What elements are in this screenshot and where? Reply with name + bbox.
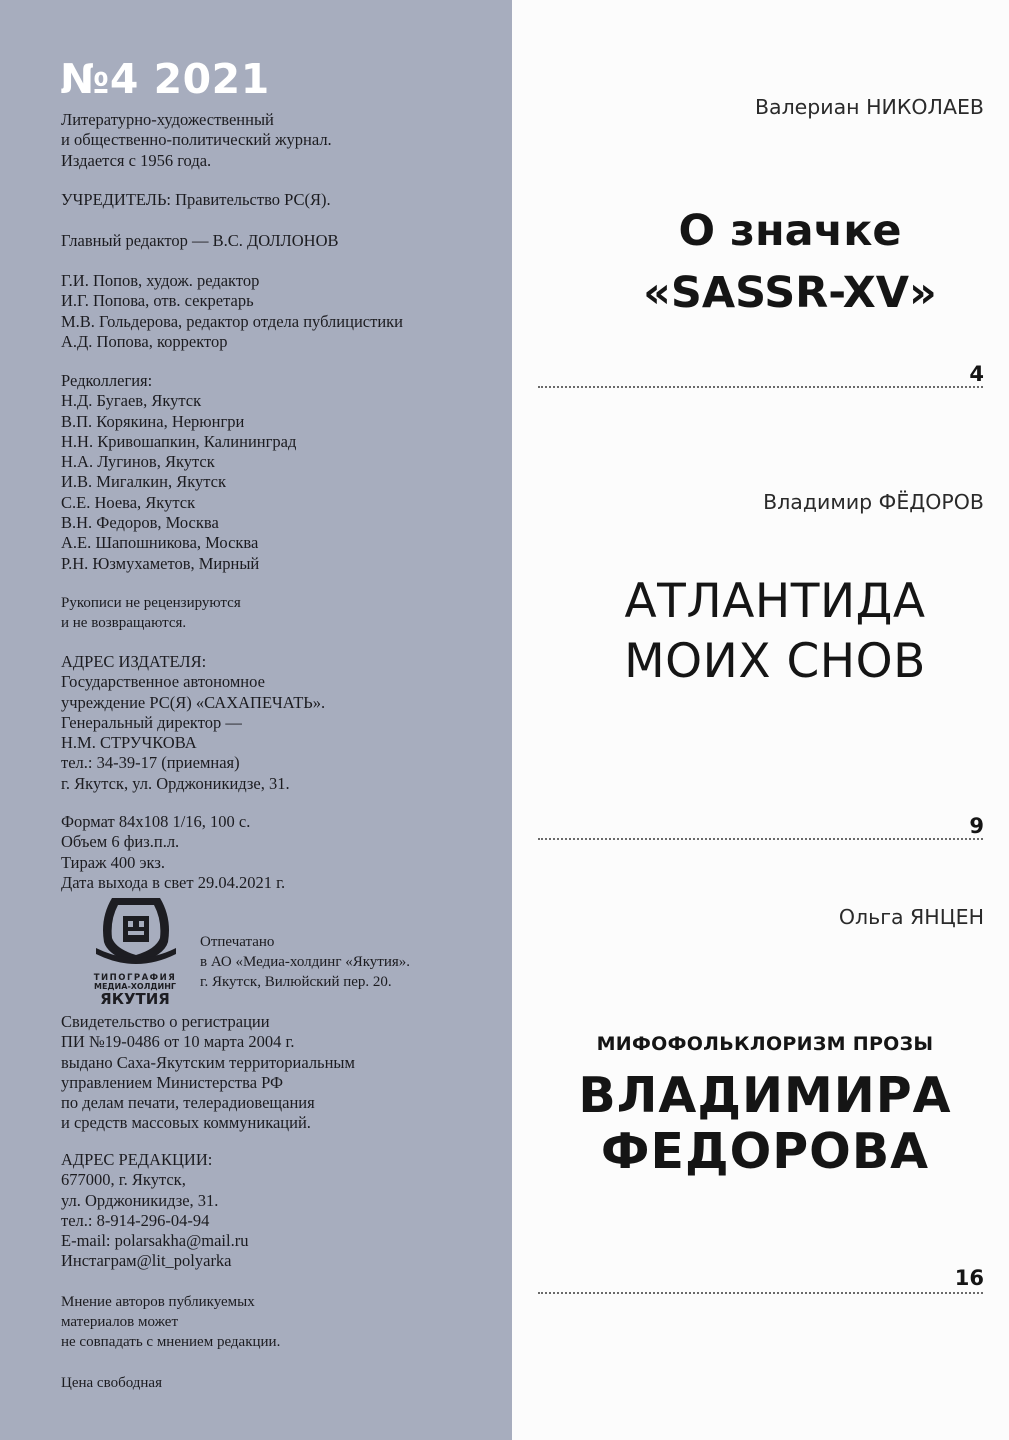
registration-certificate: Свидетельство о регистрации ПИ №19-0486 от 10 марта 2004 г. выдано Саха-Якутским территориальным управлением Министерства РФ по делам печати, телерадиовещания и средств массовых коммуникаций. — [61, 1012, 355, 1133]
contents-page-3[interactable]: 16 — [954, 1266, 984, 1290]
issue-title: №4 2021 — [60, 55, 270, 103]
dotted-leader-3 — [538, 1292, 983, 1294]
contents-title-2[interactable]: АТЛАНТИДА МОИХ СНОВ — [624, 574, 926, 689]
contents-title-3[interactable]: ВЛАДИМИРА ФЕДОРОВА — [578, 1067, 952, 1180]
printing-house-emblem-icon — [76, 892, 194, 1007]
chief-editor-line: Главный редактор — В.С. ДОЛЛОНОВ — [61, 231, 339, 250]
disclaimer-note: Мнение авторов публикуемых материалов может не совпадать с мнением редакции. — [61, 1294, 281, 1350]
publisher-address: АДРЕС ИЗДАТЕЛЯ: Государственное автономное учреждение РС(Я) «САХАПЕЧАТЬ». Генеральный директор — Н.М. СТРУЧКОВА тел.: 34-39-17 (приемная) г. Якутск, ул. Орджоникидзе, 31. — [61, 652, 326, 793]
contents-title-1[interactable]: О значке «SASSR-XV» — [643, 206, 937, 318]
format-details: Формат 84х108 1/16, 100 с. Объем 6 физ.п.л. Тираж 400 экз. Дата выхода в свет 29.04.2021 г. — [61, 812, 286, 892]
logo-line-3: ЯКУТИЯ — [100, 990, 170, 1007]
editorial-board-list: Редколлегия: Н.Д. Бугаев, Якутск В.П. Корякина, Нерюнгри Н.Н. Кривошапкин, Калининград Н.А. Лугинов, Якутск И.В. Мигалкин, Якутск С.Е. Ноева, Якутск В.Н. Федоров, Москва А.Е. Шапошникова, Москва Р.Н. Юзмухаметов, Мирный — [61, 371, 297, 573]
dotted-leader-2 — [538, 838, 983, 840]
contents-page-1[interactable]: 4 — [969, 362, 984, 386]
printed-by-note: Отпечатано в АО «Медиа-холдинг «Якутия». г. Якутск, Вилюйский пер. 20. — [200, 934, 411, 990]
contents-author-1: Валериан НИКОЛАЕВ — [754, 95, 984, 119]
contents-subtitle-3: МИФОФОЛЬКЛОРИЗМ ПРОЗЫ — [596, 1033, 934, 1055]
dotted-leader-1 — [538, 386, 983, 388]
contents-page-2[interactable]: 9 — [969, 814, 984, 838]
logo-line-2: МЕДИА-ХОЛДИНГ — [94, 982, 176, 991]
editorial-address: АДРЕС РЕДАКЦИИ: 677000, г. Якутск, ул. Орджоникидзе, 31. тел.: 8-914-296-04-94 E-mail: polarsakha@mail.ru Инстаграм@lit_polyarka — [61, 1150, 249, 1271]
contents-author-3: Ольга ЯНЦЕН — [838, 905, 984, 929]
staff-list: Г.И. Попов, худож. редактор И.Г. Попова, отв. секретарь М.В. Гольдерова, редактор отдела публицистики А.Д. Попова, корректор — [61, 271, 403, 351]
price-note: Цена свободная — [61, 1375, 162, 1391]
founder-line: УЧРЕДИТЕЛЬ: Правительство РС(Я). — [61, 190, 331, 209]
journal-description: Литературно-художественный и общественно-политический журнал. Издается с 1956 года. — [61, 110, 332, 170]
logo-line-1: ТИПОГРАФИЯ — [93, 973, 177, 983]
contents-author-2: Владимир ФЁДОРОВ — [763, 490, 984, 514]
manuscripts-note: Рукописи не рецензируются и не возвращаются. — [61, 595, 241, 631]
